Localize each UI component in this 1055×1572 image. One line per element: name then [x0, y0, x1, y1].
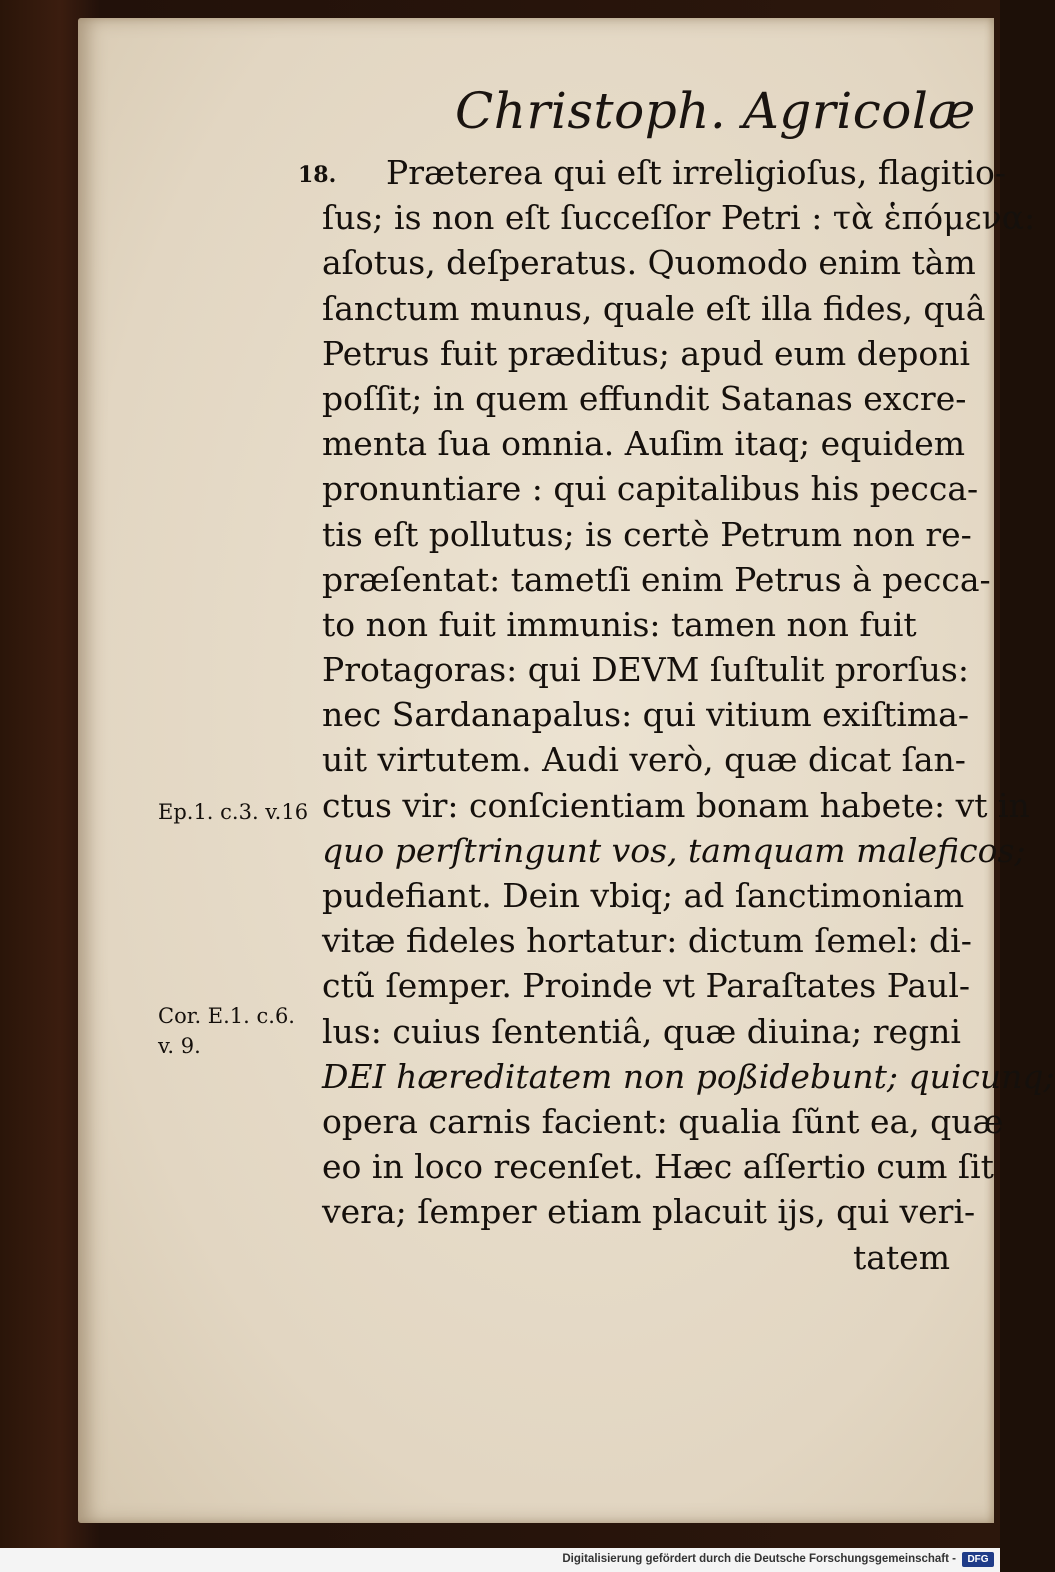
body-text	[322, 150, 1055, 1280]
section-number: 18.	[298, 162, 337, 188]
text-line: aſotus, deſperatus. Quomodo enim tàm	[322, 243, 976, 283]
text-line: lus: cuius ſententiâ, quæ diuina; regni	[322, 1011, 961, 1051]
text-line: Protagoras: qui DEVM ſuſtulit prorſus:	[322, 650, 969, 690]
text-line: nec Sardanapalus: qui vitium exiſtima-	[322, 695, 969, 735]
text-line: Præterea qui eſt irreligioſus, flagitio-	[386, 153, 1007, 192]
text-line: ctus vir: conſcientiam bonam habete: vt in	[322, 785, 1030, 825]
text-line: Petrus fuit præditus; apud eum deponi	[322, 333, 971, 373]
margin-note-corinthians: Cor. E.1. c.6.	[158, 1004, 295, 1028]
text-line: DEI hæreditatem non poßidebunt; quicunq;	[322, 1056, 1055, 1096]
margin-note-verse: v. 9.	[158, 1034, 201, 1058]
text-line: vera; ſemper etiam placuit ijs, qui veri-	[322, 1192, 976, 1232]
text-line: poſſit; in quem effundit Satanas excre-	[322, 378, 967, 418]
text-line: ctũ ſemper. Proinde vt Paraſtates Paul-	[322, 966, 971, 1006]
text-line: uit virtutem. Audi verò, quæ dicat ſan-	[322, 740, 966, 780]
running-header: Christoph. Agricolæ	[455, 82, 976, 140]
text-line: pudefiant. Dein vbiq; ad ſanctimoniam	[322, 876, 965, 915]
text-line: vitæ fideles hortatur: dictum ſemel: di-	[322, 921, 972, 961]
text-line: præſentat: tametſi enim Petrus à pecca-	[322, 559, 991, 599]
text-line: pronuntiare : qui capitalibus his pecca-	[322, 469, 979, 509]
margin-note-epistle: Ep.1. c.3. v.16	[158, 800, 309, 824]
text-line: opera carnis facient: qualia ſũnt ea, quæ	[322, 1101, 1004, 1141]
funding-notice: Digitalisierung gefördert durch die Deutsche Forschungsgemeinschaft -	[562, 1553, 956, 1565]
text-line: menta ſua omnia. Auſim itaq; equidem	[322, 424, 966, 464]
dfg-logo: DFG	[962, 1552, 994, 1567]
footer-bar	[0, 1548, 1000, 1572]
catchword: tatem	[852, 1237, 950, 1277]
text-line: eo in loco recenſet. Hæc aſſertio cum ſit	[322, 1147, 994, 1187]
text-line: to non fuit immunis: tamen non fuit	[322, 604, 917, 644]
text-line: quo perſtringunt vos, tamquam maleficos;	[322, 830, 1026, 870]
text-line: ſus; is non eſt ſucceſſor Petri : τὰ ἑπόμενα:	[322, 198, 1036, 238]
text-line: tis eſt pollutus; is certè Petrum non re-	[322, 514, 972, 554]
text-line: ſanctum munus, quale eſt illa fides, quâ	[322, 288, 986, 328]
